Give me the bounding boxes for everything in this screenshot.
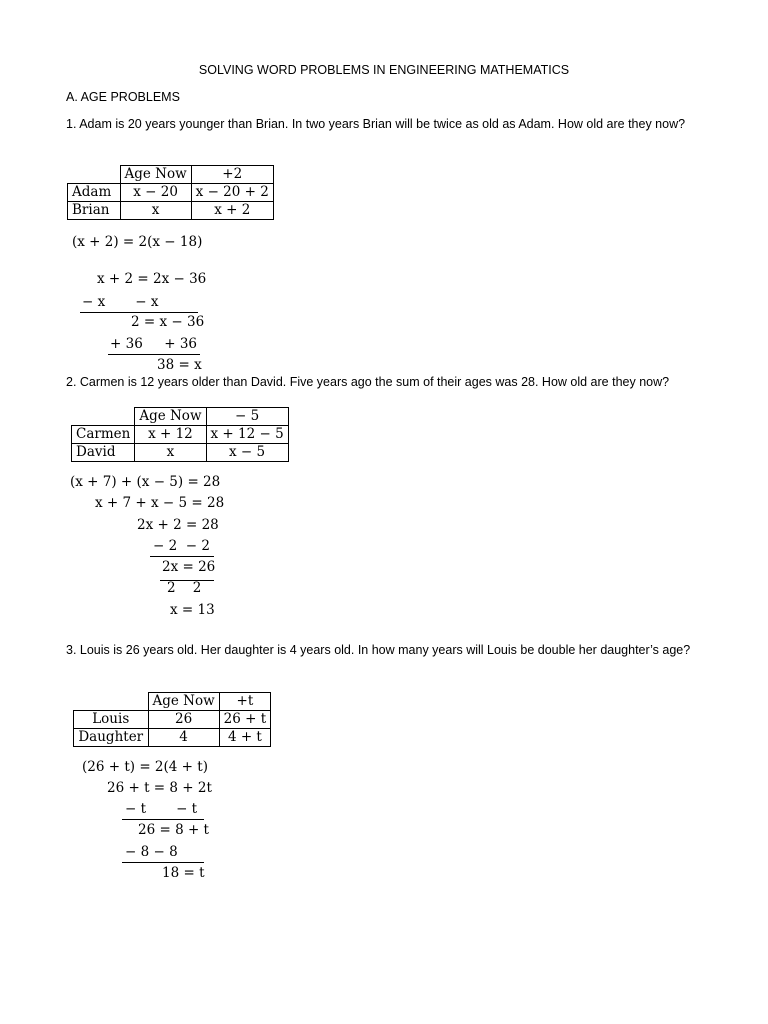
rule-line: [122, 862, 204, 863]
equation-step: x + 2 = 2x − 36: [97, 271, 207, 287]
equation-step: 2x = 26: [162, 559, 216, 575]
header-later: − 5: [206, 408, 288, 426]
row-age-later: 4 + t: [219, 729, 271, 747]
header-later: +t: [219, 693, 271, 711]
table-row: [68, 184, 274, 202]
row-age-now: x: [120, 202, 191, 220]
row-name: Adam: [68, 184, 121, 202]
problem-1-table: [67, 165, 274, 220]
equation-step: 26 + t = 8 + 2t: [107, 780, 212, 796]
problem-3-question: 3. Louis is 26 years old. Her daughter is 4 years old. In how many years will Louis be double her daughter’s age?: [66, 643, 691, 657]
row-age-now: x: [135, 444, 206, 462]
equation-step: x + 7 + x − 5 = 28: [95, 495, 225, 511]
row-age-later: x − 20 + 2: [191, 184, 273, 202]
equation-step: − 2 − 2: [153, 538, 210, 554]
row-age-now: 4: [148, 729, 219, 747]
row-age-later: x + 2: [191, 202, 273, 220]
equation-step: − 8 − 8: [125, 844, 178, 860]
document-title: SOLVING WORD PROBLEMS IN ENGINEERING MATHEMATICS: [198, 63, 570, 77]
problem-3-table: [73, 692, 271, 747]
equation-step: (26 + t) = 2(4 + t): [82, 759, 208, 775]
rule-line: [150, 556, 214, 557]
equation-step: 2 2: [167, 580, 202, 596]
header-later: +2: [191, 166, 273, 184]
row-age-now: x + 12: [135, 426, 206, 444]
equation-step: x = 13: [170, 602, 215, 618]
equation-step: 18 = t: [162, 865, 205, 881]
equation-step: + 36 + 36: [110, 336, 198, 352]
row-age-later: x + 12 − 5: [206, 426, 288, 444]
row-name: Brian: [68, 202, 121, 220]
header-age-now: Age Now: [120, 166, 191, 184]
table-corner: [72, 408, 135, 426]
table-row: [68, 202, 274, 220]
equation-step: 2 = x − 36: [131, 314, 205, 330]
header-age-now: Age Now: [148, 693, 219, 711]
problem-2-table: [71, 407, 289, 462]
table-corner: [74, 693, 149, 711]
section-heading: A. AGE PROBLEMS: [66, 90, 180, 104]
row-age-now: 26: [148, 711, 219, 729]
problem-1-question: 1. Adam is 20 years younger than Brian. In two years Brian will be twice as old as Adam. How old are they now?: [66, 117, 686, 131]
table-corner: [68, 166, 121, 184]
table-row: [74, 729, 271, 747]
rule-line: [122, 819, 204, 820]
equation-step: 38 = x: [157, 357, 202, 373]
equation-step: (x + 2) = 2(x − 18): [72, 234, 203, 250]
table-row: [72, 444, 289, 462]
equation-step: (x + 7) + (x − 5) = 28: [70, 474, 221, 490]
header-age-now: Age Now: [135, 408, 206, 426]
row-name: Daughter: [74, 729, 149, 747]
table-row: [72, 426, 289, 444]
row-age-later: 26 + t: [219, 711, 271, 729]
problem-2-question: 2. Carmen is 12 years older than David. Five years ago the sum of their ages was 28. How old are they now?: [66, 375, 670, 389]
row-name: David: [72, 444, 135, 462]
row-name: Carmen: [72, 426, 135, 444]
row-age-later: x − 5: [206, 444, 288, 462]
equation-step: − t − t: [125, 801, 198, 817]
row-age-now: x − 20: [120, 184, 191, 202]
row-name: Louis: [74, 711, 149, 729]
equation-step: 2x + 2 = 28: [137, 517, 219, 533]
rule-line: [80, 312, 198, 313]
table-row: [74, 711, 271, 729]
rule-line: [108, 354, 200, 355]
equation-step: 26 = 8 + t: [138, 822, 209, 838]
equation-step: − x − x: [82, 294, 159, 310]
